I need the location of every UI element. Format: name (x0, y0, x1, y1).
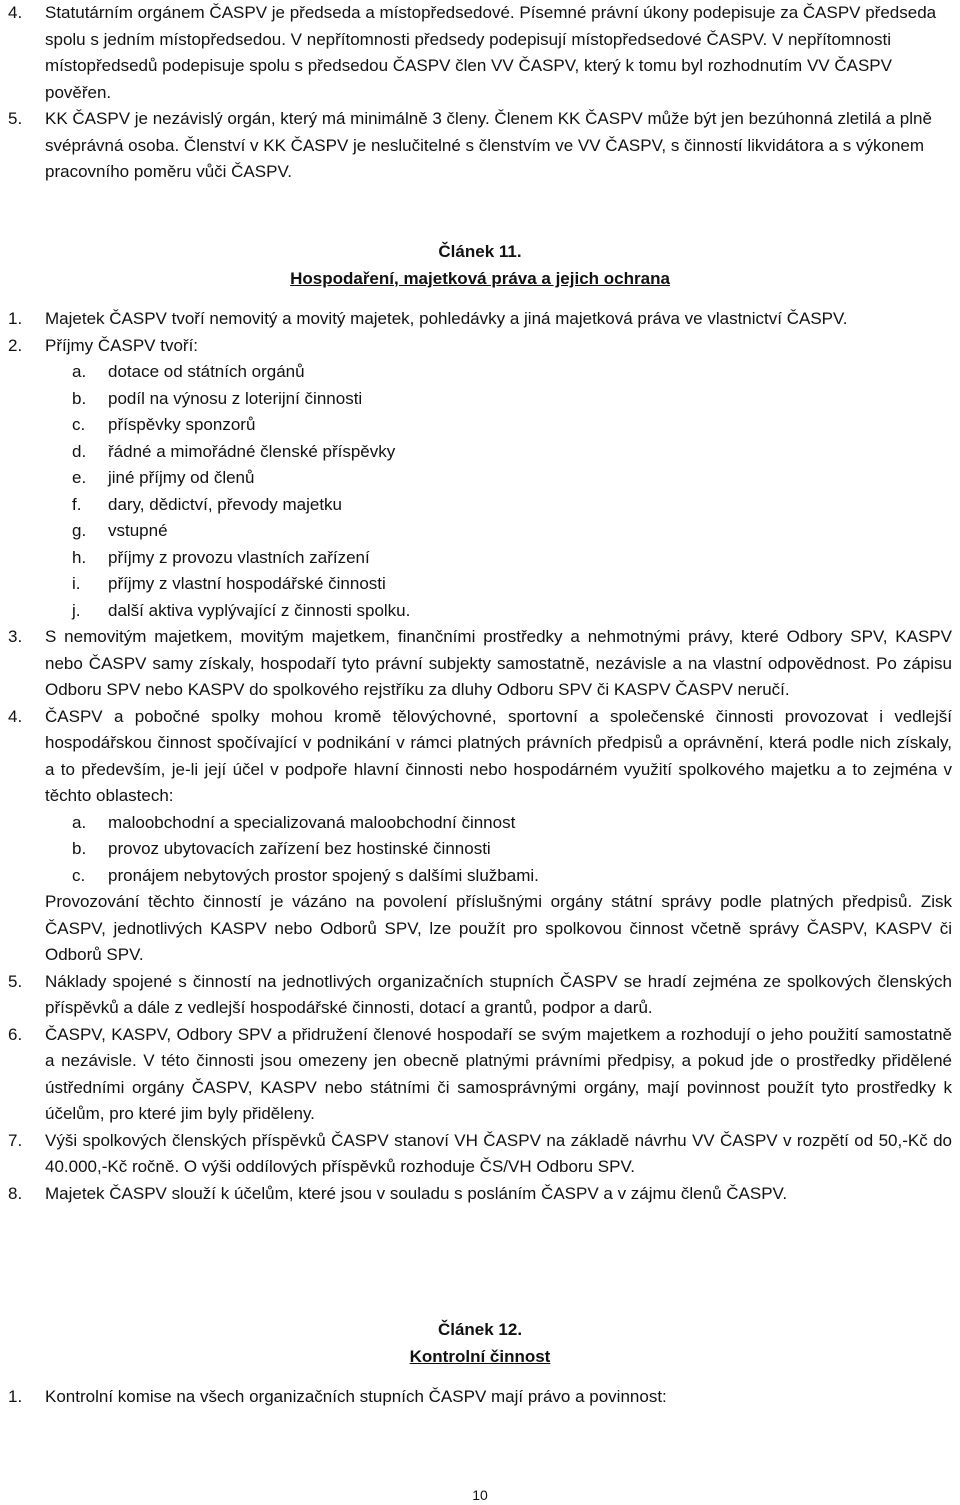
sublist-item (72, 492, 952, 519)
list-item (8, 624, 952, 704)
sublist-letter: f. (72, 494, 82, 514)
sublist-item (72, 386, 952, 413)
list-item (8, 969, 952, 1022)
sublist-item (72, 863, 952, 890)
list-item (8, 0, 952, 106)
list-number: 1. (8, 1387, 23, 1406)
sublist-letter: g. (72, 521, 87, 540)
article-12-list (8, 1384, 952, 1411)
sublist-item (72, 571, 952, 598)
sublist-letter: d. (72, 441, 87, 461)
list-item (8, 1022, 952, 1128)
list-text: Majetek ČASPV tvoří nemovitý a movitý majetek, pohledávky a jiná majetková práva ve vlastnictví ČASPV. (45, 309, 848, 328)
article-11-title (0, 266, 960, 293)
list-text: Náklady spojené s činností na jednotlivých organizačních stupních ČASPV se hradí zejména ze spolkových členských příspěvků a dále z vedlejší hospodářské činnosti, dotací a grantů, podpor a darů. (45, 971, 952, 1017)
list-item (8, 1128, 952, 1181)
sublist-text: jiné příjmy od členů (108, 468, 255, 487)
sublist-text: příjmy z vlastní hospodářské činnosti (108, 574, 386, 593)
list-number: 3. (8, 627, 23, 646)
article-11-list (8, 306, 952, 1207)
list-number: 5. (8, 109, 23, 128)
list-item (8, 704, 952, 810)
list-item (8, 1181, 952, 1208)
sublist-letter: c. (72, 415, 86, 434)
article-11-title-text: Hospodaření, majetková práva a jejich ochrana (290, 269, 670, 288)
sublist-letter: c. (72, 865, 86, 885)
list-number: 6. (8, 1024, 23, 1044)
sublist-text: řádné a mimořádné členské příspěvky (108, 441, 396, 461)
sublist-text: příjmy z provozu vlastních zařízení (108, 547, 370, 567)
list-text: Výši spolkových členských příspěvků ČASPV stanoví VH ČASPV na základě návrhu VV ČASPV v rozpětí od 50,-Kč do 40.000,-Kč ročně. O výši oddílových příspěvků rozhoduje ČS/VH Odboru SPV. (45, 1130, 952, 1176)
top-section-list (8, 0, 952, 186)
list-text: Majetek ČASPV slouží k účelům, které jsou v souladu s posláním ČASPV a v zájmu členů ČASPV. (45, 1183, 788, 1203)
list-number: 8. (8, 1183, 23, 1203)
sublist-item (72, 359, 952, 386)
list-item (8, 306, 952, 333)
sublist-text: podíl na výnosu z loterijní činnosti (108, 388, 363, 408)
sublist-letter: a. (72, 362, 87, 381)
sublist-letter: i. (72, 574, 81, 593)
article-12-heading: Článek 12. (437, 1320, 523, 1339)
sublist-letter: e. (72, 468, 87, 487)
list-number: 5. (8, 971, 23, 991)
sublist-text: další aktiva vyplývající z činnosti spolku. (108, 600, 411, 620)
sublist-text: vstupné (108, 521, 168, 540)
list-text: S nemovitým majetkem, movitým majetkem, finančními prostředky a nehmotnými právy, které Odbory SPV, KASPV nebo ČASPV samy získaly, hospodaří tyto právní subjekty samostatně, nezávisle a na vlastní odpovědnost. Po zápisu Odboru SPV nebo KASPV do spolkového rejstříku za dluhy Odboru SPV či KASPV ČASPV neručí. (45, 627, 952, 699)
sublist-letter: h. (72, 547, 87, 567)
sublist-item (72, 810, 952, 837)
list-text: Statutárním orgánem ČASPV je předseda a místopředsedové. Písemné právní úkony podepisuje za ČASPV předseda spolu s jedním místopředsedou. V nepřítomnosti předsedy podepisují místopředsedové ČASPV. V nepřítomnosti místopředsedů podepisuje spolu s předsedou ČASPV člen VV ČASPV, který k tomu byl rozhodnutím VV ČASPV pověřen. (45, 3, 937, 102)
list-number: 1. (8, 309, 23, 328)
activity-sublist (8, 810, 952, 890)
article-12-title (0, 1344, 960, 1371)
list-text: KK ČASPV je nezávislý orgán, který má minimálně 3 členy. Členem KK ČASPV může být jen bezúhonná zletilá a plně svéprávná osoba. Členství v KK ČASPV je neslučitelné s členstvím ve VV ČASPV, s činností likvidátora a s výkonem pracovního poměru vůči ČASPV. (45, 109, 932, 181)
sublist-text: dotace od státních orgánů (108, 362, 305, 381)
sublist-item (72, 518, 952, 545)
list-item (8, 333, 952, 360)
sublist-text: dary, dědictví, převody majetku (108, 494, 343, 514)
list-item (8, 1384, 952, 1411)
sublist-item (72, 545, 952, 572)
list-number: 4. (8, 706, 23, 726)
sublist-letter: b. (72, 839, 87, 858)
sublist-letter: j. (72, 600, 81, 620)
sublist-item (72, 439, 952, 466)
sublist-item (72, 598, 952, 625)
income-sublist (8, 359, 952, 624)
article-12-title-text: Kontrolní činnost (409, 1347, 551, 1366)
sublist-text: pronájem nebytových prostor spojený s dalšími službami. (108, 865, 539, 885)
sublist-letter: b. (72, 388, 87, 408)
list-number: 7. (8, 1130, 23, 1150)
list-number: 4. (8, 3, 23, 22)
list-text: ČASPV, KASPV, Odbory SPV a přidružení členové hospodaří se svým majetkem a rozhodují o jeho použití samostatně a nezávisle. V této činnosti jsou omezeny jen obecně platnými právními předpisy, a pokud jde o prostředky přidělené ústředními orgány ČASPV, KASPV nebo státními či samosprávnými orgány, mají povinnost použít tyto prostředky k účelům, pro které jim byly přiděleny. (45, 1024, 952, 1123)
list-item (8, 106, 952, 186)
list-text: ČASPV a pobočné spolky mohou kromě tělovýchovné, sportovní a společenské činnosti provozovat i vedlejší hospodářskou činnost spočívající v podnikání v rámci platných právních předpisů a oprávnění, která podle nich získaly, a to především, je-li její účel v podpoře hlavní činnosti nebo hospodárném využití spolkového majetku a to zejména v těchto oblastech: (45, 706, 952, 805)
sublist-item (72, 412, 952, 439)
page-number: 10 (472, 1487, 488, 1503)
list-number: 2. (8, 335, 23, 355)
item-4-note: Provozování těchto činností je vázáno na povolení příslušnými orgány státní správy podle platných předpisů. Zisk ČASPV, jednotlivých KASPV nebo Odborů SPV, lze použít pro spolkovou činnost včetně správy ČASPV, KASPV či Odborů SPV. (45, 892, 952, 964)
article-11-heading: Článek 11. (438, 242, 522, 261)
list-text: Kontrolní komise na všech organizačních stupních ČASPV mají právo a povinnost: (45, 1387, 667, 1406)
sublist-letter: a. (72, 812, 87, 832)
sublist-item (72, 836, 952, 863)
list-text: Příjmy ČASPV tvoří: (45, 335, 199, 355)
sublist-text: maloobchodní a specializovaná maloobchodní činnost (108, 812, 516, 832)
sublist-item (72, 465, 952, 492)
sublist-text: provoz ubytovacích zařízení bez hostinské činnosti (108, 839, 491, 858)
sublist-text: příspěvky sponzorů (108, 415, 256, 434)
